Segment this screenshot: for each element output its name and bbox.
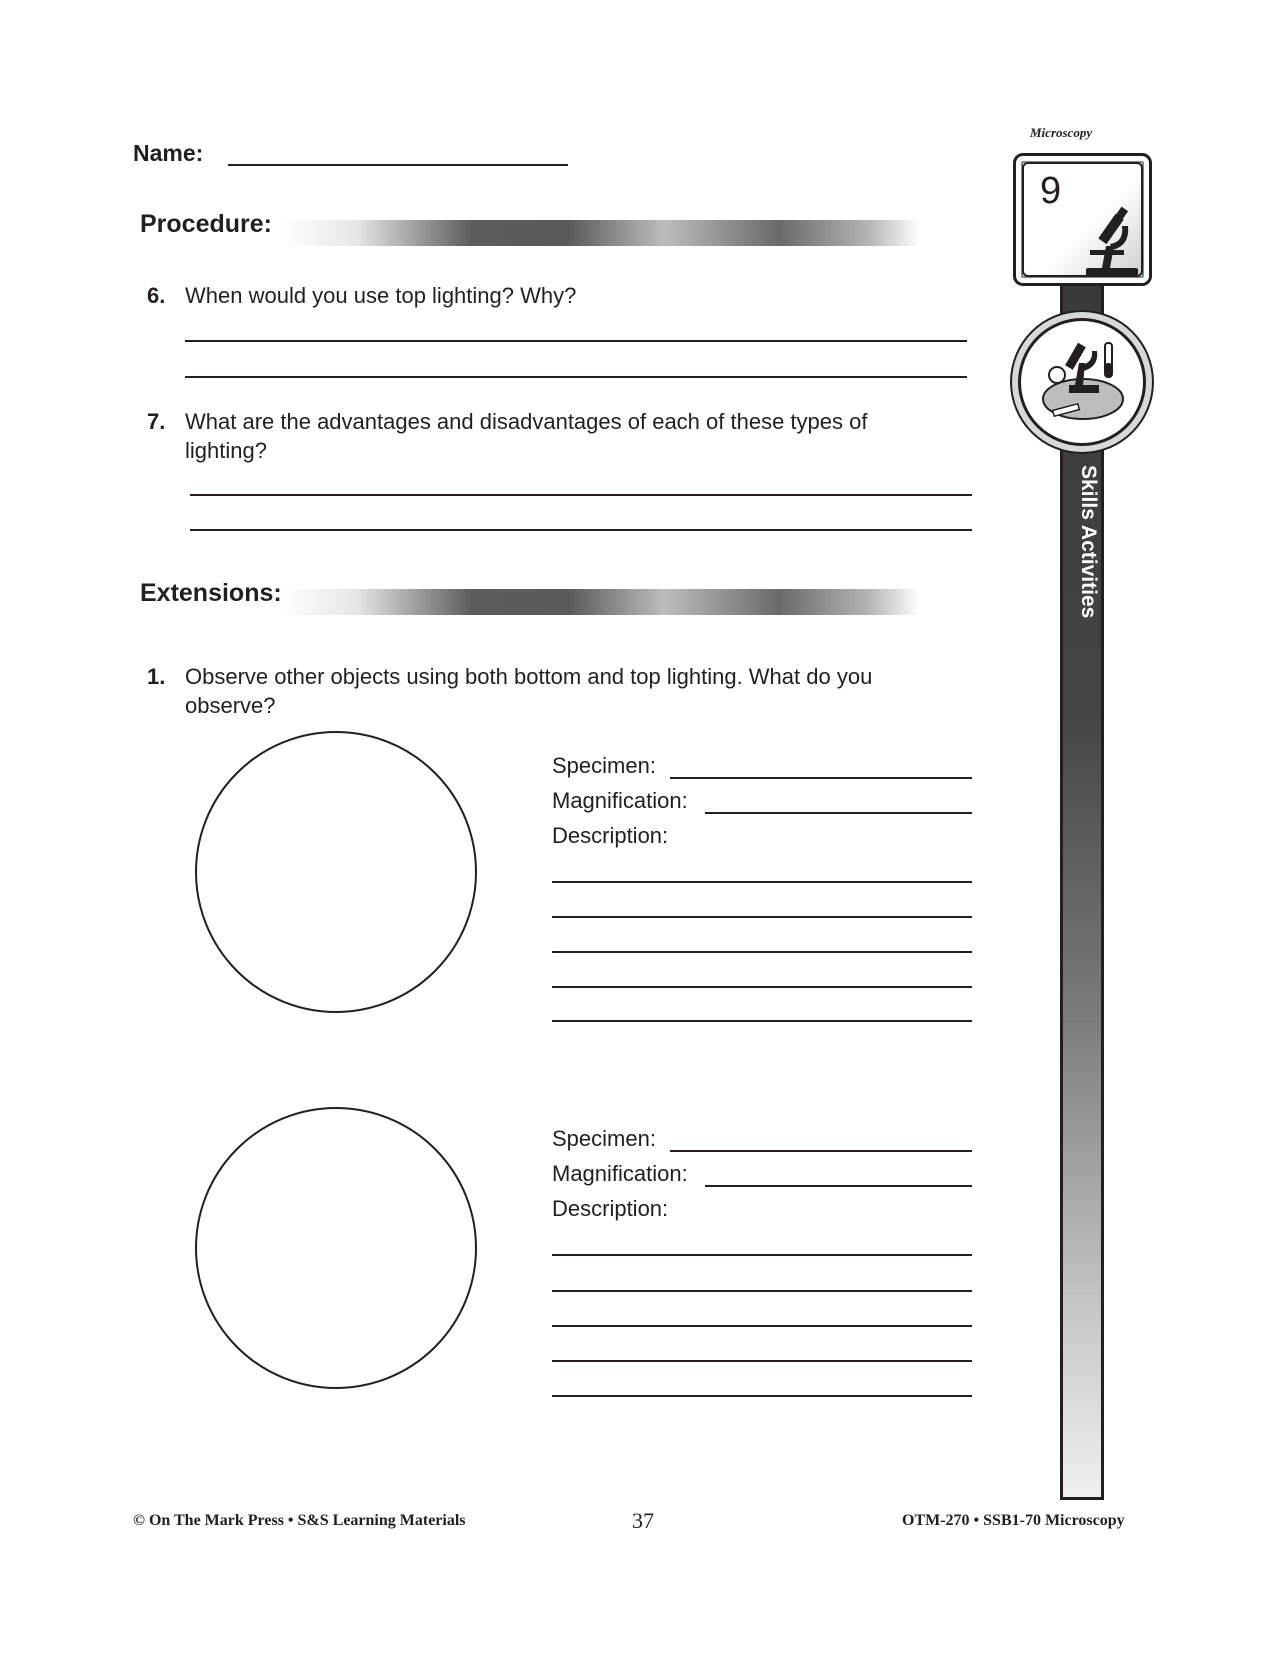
description-label: Description: [552,1196,669,1221]
series-title: Microscopy [1030,125,1093,140]
activity-number: 9 [1040,170,1062,212]
procedure-header-bar [280,220,920,246]
observation-circle[interactable] [195,731,477,1013]
question-7-text-line2: lighting? [185,438,267,463]
specimen-line[interactable] [670,1150,972,1152]
answer-line[interactable] [190,529,972,531]
answer-line[interactable] [185,340,967,342]
question-7-text-line1: What are the advantages and disadvantages of each of these types of [185,409,868,434]
lab-equipment-icon [1035,333,1131,431]
description-line[interactable] [552,1290,972,1292]
description-line[interactable] [552,916,972,918]
page-number: 37 [632,1508,654,1533]
magnification-label: Magnification: [552,788,688,813]
answer-line[interactable] [190,494,972,496]
lab-equipment-medallion [1018,318,1146,446]
description-line[interactable] [552,986,972,988]
skills-activities-label: Skills Activities [1077,465,1100,619]
observation-circle[interactable] [195,1107,477,1389]
extension-1-text-line1: Observe other objects using both bottom and top lighting. What do you [185,664,873,689]
specimen-label: Specimen: [552,753,656,778]
question-6-text: When would you use top lighting? Why? [185,283,577,308]
microscope-icon [1082,206,1142,278]
description-line[interactable] [552,1325,972,1327]
question-7-number: 7. [147,409,166,434]
description-line[interactable] [552,1254,972,1256]
procedure-title: Procedure: [140,210,272,238]
question-6-number: 6. [147,283,166,308]
magnification-line[interactable] [705,1185,972,1187]
description-line[interactable] [552,881,972,883]
extensions-title: Extensions: [140,579,282,607]
description-line[interactable] [552,1395,972,1397]
magnification-line[interactable] [705,812,972,814]
description-line[interactable] [552,1020,972,1022]
description-line[interactable] [552,1360,972,1362]
specimen-label: Specimen: [552,1126,656,1151]
extensions-header [140,579,920,613]
description-label: Description: [552,823,669,848]
extensions-header-bar [280,589,920,615]
question-7 [147,407,967,467]
specimen-line[interactable] [670,777,972,779]
description-line[interactable] [552,951,972,953]
magnification-label: Magnification: [552,1161,688,1186]
procedure-header [140,210,920,244]
footer-product-code: OTM-270 • SSB1-70 Microscopy [902,1512,1125,1529]
extension-1-text-line2: observe? [185,693,276,718]
extension-1 [147,662,967,722]
question-6 [147,281,967,311]
activity-badge [1013,153,1152,286]
footer-copyright: © On The Mark Press • S&S Learning Materials [133,1512,466,1529]
extension-1-number: 1. [147,664,166,689]
answer-line[interactable] [185,376,967,378]
name-label: Name: [133,140,204,166]
name-answer-line[interactable] [228,164,568,166]
